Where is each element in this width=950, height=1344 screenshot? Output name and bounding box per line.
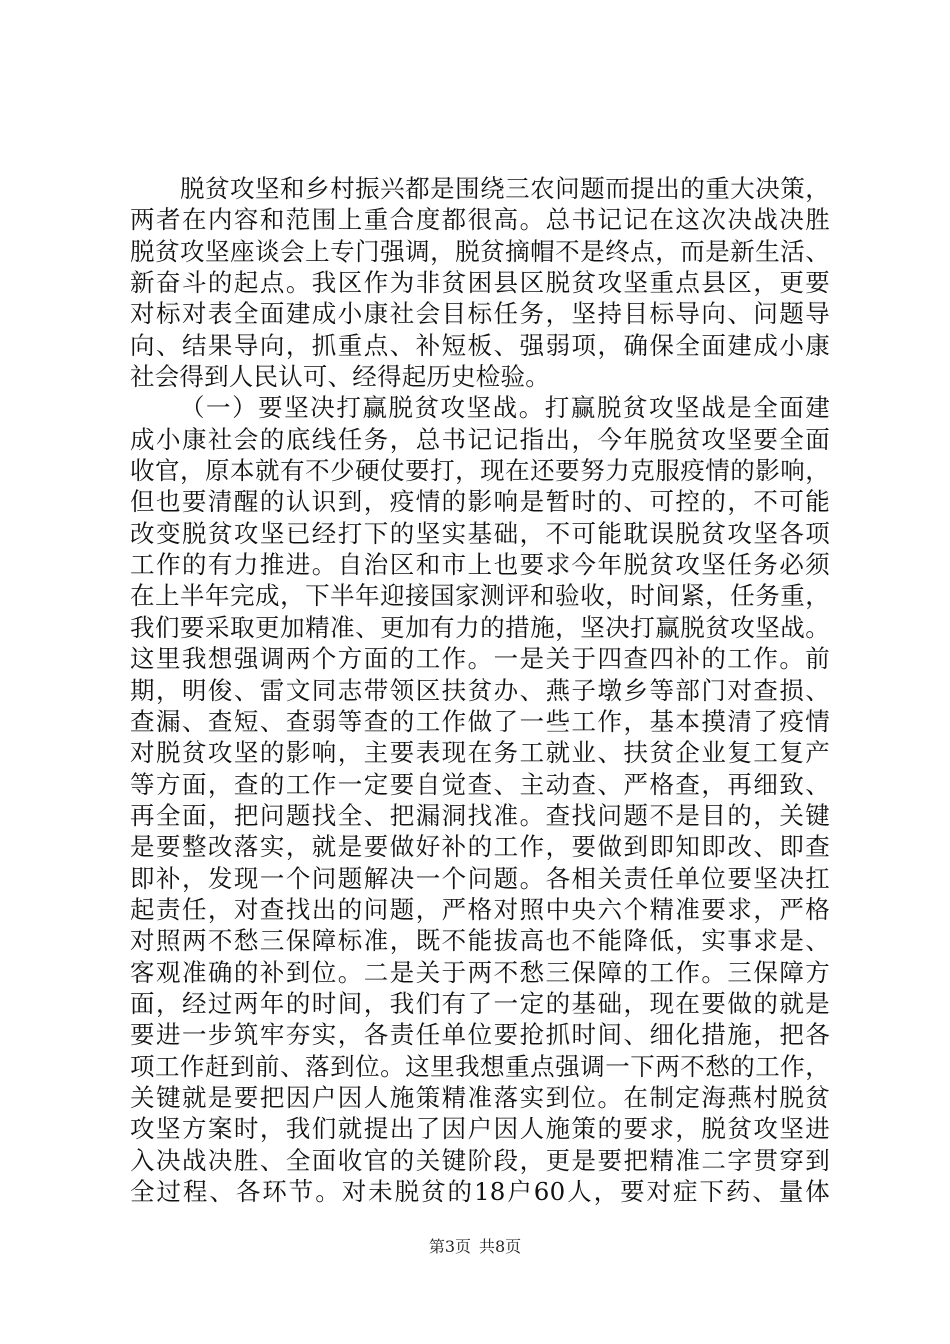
text-line: 这里我想强调两个方面的工作。一是关于四查四补的工作。前: [130, 644, 830, 674]
text-line: 改变脱贫攻坚已经打下的坚实基础，不可能耽误脱贫攻坚各项: [130, 518, 830, 548]
page-footer: [0, 1236, 950, 1258]
body-text: [130, 173, 830, 1207]
text-line: 等方面，查的工作一定要自觉查、主动查、严格查，再细致、: [130, 769, 830, 799]
text-line: 对脱贫攻坚的影响，主要表现在务工就业、扶贫企业复工复产: [130, 738, 830, 768]
text-line: 起责任，对查找出的问题，严格对照中央六个精准要求，严格: [130, 894, 830, 924]
text-line: 两者在内容和范围上重合度都很高。总书记记在这次决战决胜: [130, 205, 830, 235]
text-line: 项工作赶到前、落到位。这里我想重点强调一下两不愁的工作，: [130, 1051, 830, 1081]
text-line: 期，明俊、雷文同志带领区扶贫办、燕子墩乡等部门对查损、: [130, 675, 830, 705]
text-line: 社会得到人民认可、经得起历史检验。: [130, 362, 550, 392]
text-line: 新奋斗的起点。我区作为非贫困县区脱贫攻坚重点县区，更要: [130, 268, 830, 298]
text-line: 收官，原本就有不少硬仗要打，现在还要努力克服疫情的影响，: [130, 456, 830, 486]
text-line: 查漏、查短、查弱等查的工作做了一些工作，基本摸清了疫情: [130, 706, 830, 736]
text-line: 对照两不愁三保障标准，既不能拔高也不能降低，实事求是、: [130, 926, 830, 956]
page-number: 第3页: [428, 1237, 471, 1256]
text-line: 攻坚方案时，我们就提出了因户因人施策的要求，脱贫攻坚进: [130, 1114, 830, 1144]
text-line: 客观准确的补到位。二是关于两不愁三保障的工作。三保障方: [130, 957, 830, 987]
text-line: 向、结果导向，抓重点、补短板、强弱项，确保全面建成小康: [130, 330, 830, 360]
text-line: 对标对表全面建成小康社会目标任务，坚持目标导向、问题导: [130, 299, 830, 329]
text-line: （一）要坚决打赢脱贫攻坚战。打赢脱贫攻坚战是全面建: [180, 393, 830, 423]
text-line: 要进一步筑牢夯实，各责任单位要抢抓时间、细化措施，把各: [130, 1020, 830, 1050]
text-line: 脱贫攻坚座谈会上专门强调，脱贫摘帽不是终点，而是新生活、: [130, 236, 830, 266]
text-line: 即补，发现一个问题解决一个问题。各相关责任单位要坚决扛: [130, 863, 830, 893]
text-line: 我们要采取更加精准、更加有力的措施，坚决打赢脱贫攻坚战。: [130, 612, 830, 642]
text-line: 关键就是要把因户因人施策精准落实到位。在制定海燕村脱贫: [130, 1082, 830, 1112]
text-line: 成小康社会的底线任务，总书记记指出，今年脱贫攻坚要全面: [130, 424, 830, 454]
text-line: 脱贫攻坚和乡村振兴都是围绕三农问题而提出的重大决策，: [180, 174, 830, 203]
text-line: 但也要清醒的认识到，疫情的影响是暂时的、可控的，不可能: [130, 487, 830, 517]
text-line: 面，经过两年的时间，我们有了一定的基础，现在要做的就是: [130, 988, 830, 1018]
page-total: 共8页: [479, 1237, 522, 1256]
text-line: 工作的有力推进。自治区和市上也要求今年脱贫攻坚任务必须: [130, 550, 830, 580]
text-line: 入决战决胜、全面收官的关键阶段，更是要把精准二字贯穿到: [130, 1145, 830, 1175]
text-line: 是要整改落实，就是要做好补的工作，要做到即知即改、即查: [130, 832, 830, 862]
text-line: 在上半年完成，下半年迎接国家测评和验收，时间紧，任务重，: [130, 581, 830, 611]
text-line: 再全面，把问题找全、把漏洞找准。查找问题不是目的，关键: [130, 800, 830, 830]
text-line: 全过程、各环节。对未脱贫的18户60人，要对症下药、量体: [130, 1177, 830, 1206]
